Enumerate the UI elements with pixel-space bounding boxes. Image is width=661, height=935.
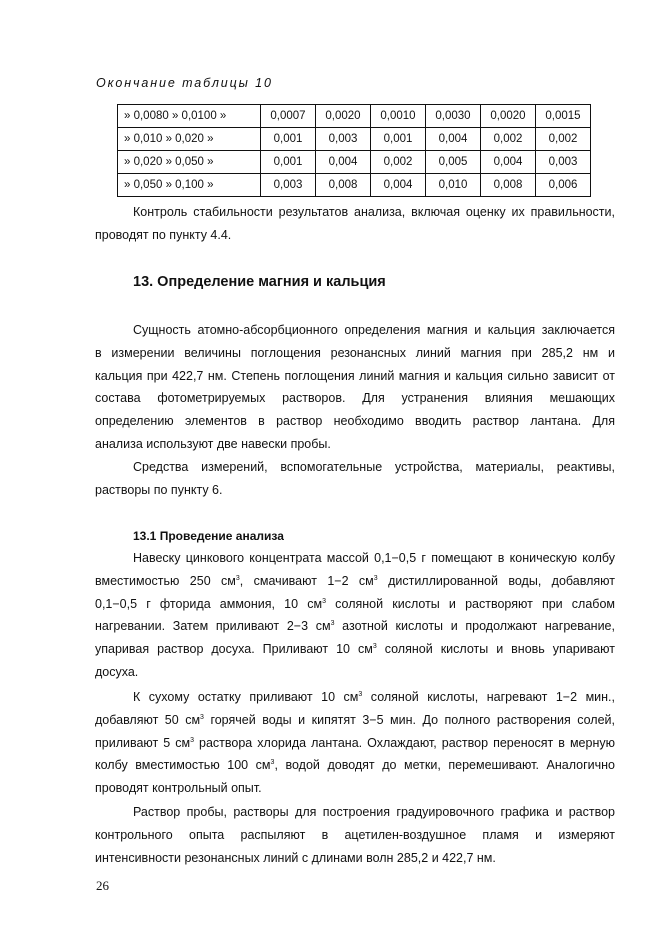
table-cell: 0,002 <box>536 128 591 151</box>
table-row <box>118 151 591 174</box>
table-cell: 0,004 <box>481 151 536 174</box>
table-cell: 0,004 <box>426 128 481 151</box>
text-line: колбу вместимостью 100 $см^3$, водой доводят до метки, перемешивают. Аналогично <box>95 758 615 773</box>
table-cell: 0,008 <box>316 174 371 197</box>
superscript: 3 <box>358 691 363 698</box>
table-cell: 0,004 <box>316 151 371 174</box>
table-cell: 0,001 <box>261 128 316 151</box>
paragraph-procedure-2 <box>95 686 615 800</box>
superscript: 3 <box>270 759 275 767</box>
text-line: вместимостью 250 $см^3$, смачивают 1−2 $см^3$ дистиллированной воды, добавляют <box>95 573 615 588</box>
text-line: досуха. <box>95 664 139 679</box>
table-cell: 0,001 <box>371 128 426 151</box>
paragraph-principle <box>95 319 615 456</box>
table-cell-range: » 0,050 » 0,100 » <box>118 174 261 197</box>
table-row <box>118 174 591 197</box>
text-line: определению элементов в раствор необходимо вводить раствор лантана. Для <box>95 414 615 429</box>
superscript: 3 <box>372 643 377 651</box>
superscript: 3 <box>322 597 326 605</box>
table-cell-range: » 0,020 » 0,050 » <box>118 151 261 174</box>
text-line: Навеску цинкового концентрата массой 0,1−0,5 г помещают в коническую колбу <box>133 551 615 565</box>
subsection-heading: 13.1 Проведение анализа <box>133 529 284 543</box>
text-line: нагревании. Затем приливают 2−3 $см^3$ азотной кислоты и продолжают нагревание, <box>95 619 615 634</box>
paragraph-procedure-1 <box>95 547 615 684</box>
text-line: состава фотометрируемых растворов. Для устранения влияния мешающих <box>95 391 615 406</box>
text-line: Средства измерений, вспомогательные устройства, материалы, реактивы, <box>133 460 615 474</box>
text-line: анализа используют две навески пробы. <box>95 436 331 451</box>
table-caption: Окончание таблицы 10 <box>96 76 273 90</box>
table-10-continuation <box>117 104 591 197</box>
superscript: 3 <box>190 736 194 744</box>
text-line: кальция при 422,7 нм. Степень поглощения линий магния и кальция сильно зависит от <box>95 368 615 383</box>
text-line: проводят по пункту 4.4. <box>95 227 232 242</box>
text-line: Раствор пробы, растворы для построения градуировочного графика и раствор <box>133 805 615 819</box>
paragraph-stability-control <box>95 201 615 247</box>
text-line: добавляют 50 $см^3$ горячей воды и кипятят 3−5 мин. До полного растворения солей, <box>95 712 615 727</box>
text-line: К сухому остатку приливают 10 $см^3$ соляной кислоты, нагревают 1−2 мин., <box>133 690 615 704</box>
table-cell: 0,0030 <box>426 105 481 128</box>
table-cell: 0,010 <box>426 174 481 197</box>
table-cell: 0,0007 <box>261 105 316 128</box>
superscript: 3 <box>200 713 204 721</box>
text-line: Контроль стабильности результатов анализа, включая оценку их правильности, <box>133 205 615 219</box>
table-cell: 0,002 <box>481 128 536 151</box>
table-cell: 0,0010 <box>371 105 426 128</box>
table-row <box>118 105 591 128</box>
paragraph-measurement <box>95 801 615 869</box>
table-cell-range: » 0,010 » 0,020 » <box>118 128 261 151</box>
table-cell: 0,003 <box>536 151 591 174</box>
table-cell: 0,001 <box>261 151 316 174</box>
text-line: растворы по пункту 6. <box>95 482 223 497</box>
table-row <box>118 128 591 151</box>
text-line: проводят контрольный опыт. <box>95 781 262 796</box>
text-line: упаривая раствор досуха. Приливают 10 $см^3$ соляной кислоты и вновь упаривают <box>95 642 615 657</box>
table-cell: 0,0020 <box>481 105 536 128</box>
text-line: в измерении величины поглощения резонансных линий магния при 285,2 нм и <box>95 345 615 360</box>
table-cell: 0,003 <box>261 174 316 197</box>
table-cell: 0,0020 <box>316 105 371 128</box>
paragraph-instruments <box>95 456 615 502</box>
table-cell: 0,004 <box>371 174 426 197</box>
superscript: 3 <box>330 620 335 628</box>
table-cell: 0,008 <box>481 174 536 197</box>
text-line: Сущность атомно-абсорбционного определения магния и кальция заключается <box>133 323 615 337</box>
table-cell: 0,0015 <box>536 105 591 128</box>
section-heading: 13. Определение магния и кальция <box>133 274 386 290</box>
superscript: 3 <box>373 574 378 582</box>
text-line: приливают 5 $см^3$ раствора хлорида лантана. Охлаждают, раствор переносят в мерную <box>95 735 615 750</box>
table-cell-range: » 0,0080 » 0,0100 » <box>118 105 261 128</box>
table-cell: 0,002 <box>371 151 426 174</box>
table-cell: 0,006 <box>536 174 591 197</box>
table-cell: 0,003 <box>316 128 371 151</box>
text-line: 0,1−0,5 г фторида аммония, 10 $см^3$ соляной кислоты и растворяют при слабом <box>95 596 615 611</box>
text-line: интенсивности резонансных линий с длинами волн 285,2 и 422,7 нм. <box>95 850 496 865</box>
text-line: контрольного опыта распыляют в ацетилен-воздушное пламя и измеряют <box>95 827 615 842</box>
superscript: 3 <box>235 574 240 582</box>
table-cell: 0,005 <box>426 151 481 174</box>
page-number: 26 <box>96 878 109 893</box>
